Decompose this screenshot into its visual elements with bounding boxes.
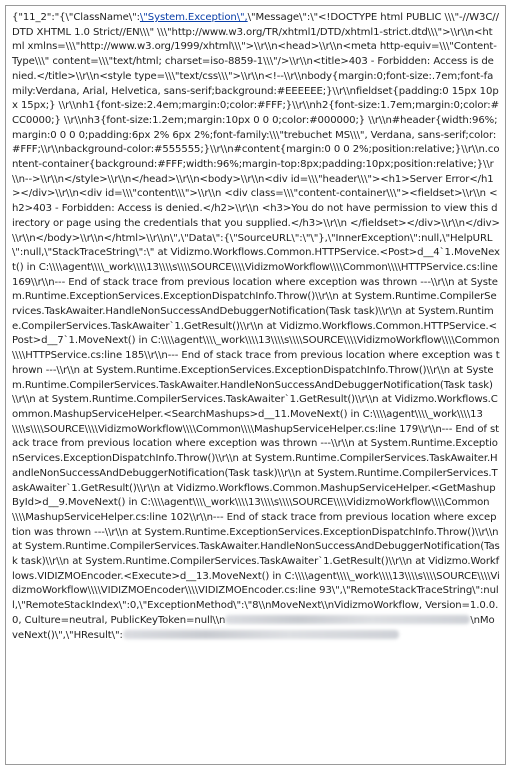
redacted-text-2 <box>123 630 399 639</box>
redacted-text-1 <box>225 615 470 624</box>
message-key-prefix: \"Message\": <box>247 12 311 23</box>
document-panel <box>5 5 506 765</box>
json-text <box>12 11 500 643</box>
json-prefix: {"11_2":"{\"ClassName\": <box>12 12 140 23</box>
json-suffix: \nMoveNext()\",\"HResult\": <box>12 614 495 641</box>
message-body: \"<!DOCTYPE html PUBLIC \\\"-//W3C//DTD XHTML 1.0 Strict//EN\\\" \\\"http://www.w3.org/TR/xhtml1/DTD/xhtml1-strict.dtd\\\">\\r\\n<html xmlns=\\\"http://www.w3.org/1999/xhtml\\\">\\r\\n<head>\\r\\n<meta http-equiv=\\\"Content-Type\\\" content=\\\"text/html; charset=iso-8859-1\\\"/>\\r\\n<title>403 - Forbidden: Access is denied.</title>\\r\\n<style type=\\\"text/css\\\">\\r\\n<!--\\r\\nbody{margin:0;font-size:.7em;font-family:Verdana, Arial, Helvetica, sans-serif;background:#EEEEEE;}\\r\\nfieldset{padding:0 15px 10px 15px;} \\r\\nh1{font-size:2.4em;margin:0;color:#FFF;}\\r\\nh2{font-size:1.7em;margin:0;color:#CC0000;} \\r\\nh3{font-size:1.2em;margin:10px 0 0 0;color:#000000;} \\r\\n#header{width:96%;margin:0 0 0 0;padding:6px 2% 6px 2%;font-family:\\\"trebuchet MS\\\", Verdana, sans-serif;color:#FFF;\\r\\nbackground-color:#555555;}\\r\\n#content{margin:0 0 0 2%;position:relative;}\\r\\n.content-container{background:#FFF;width:96%;margin-top:8px;padding:10px;position:relative;}\\r\\n-->\\r\\n</style>\\r\\n</head>\\r\\n<body>\\r\\n<div id=\\\"header\\\"><h1>Server Error</h1></div>\\r\\n<div id=\\\"content\\\">\\r\\n <div class=\\\"content-container\\\"><fieldset>\\r\\n <h2>403 - Forbidden: Access is denied.</h2>\\r\\n <h3>You do not have permission to view this directory or page using the credentials that you supplied.</h3>\\r\\n </fieldset></div>\\r\\n</div>\\r\\n</body>\\r\\n</html>\\r\\n\",\"Data\":{\"SourceURL\":\"\"},\"InnerException\":null,\"HelpURL\":null,\"StackTraceString\":\" at Vidizmo.Workflows.Common.HTTPService.<Post>d__4`1.MoveNext() in C:\\\\agent\\\\_work\\\\13\\\\s\\\\SOURCE\\\\VidizmoWorkflow\\\\Common\\\\HTTPService.cs:line 169\\r\\n--- End of stack trace from previous location where exception was thrown ---\\r\\n at System.Runtime.ExceptionServices.ExceptionDispatchInfo.Throw()\\r\\n at System.Runtime.CompilerServices.TaskAwaiter.HandleNonSuccessAndDebuggerNotification(Task task)\\r\\n at System.Runtime.CompilerServices.TaskAwaiter`1.GetResult()\\r\\n at Vidizmo.Workflows.Common.HTTPService.<Post>d__7`1.MoveNext() in C:\\\\agent\\\\_work\\\\13\\\\s\\\\SOURCE\\\\VidizmoWorkflow\\\\Common\\\\HTTPService.cs:line 185\\r\\n--- End of stack trace from previous location where exception was thrown ---\\r\\n at System.Runtime.ExceptionServices.ExceptionDispatchInfo.Throw()\\r\\n at System.Runtime.CompilerServices.TaskAwaiter.HandleNonSuccessAndDebuggerNotification(Task task)\\r\\n at System.Runtime.CompilerServices.TaskAwaiter`1.GetResult()\\r\\n at Vidizmo.Workflows.Common.MashupServiceHelper.<SearchMashups>d__11.MoveNext() in C:\\\\agent\\\\_work\\\\13\\\\s\\\\SOURCE\\\\VidizmoWorkflow\\\\Common\\\\MashupServiceHelper.cs:line 179\\r\\n--- End of stack trace from previous location where exception was thrown ---\\r\\n at System.Runtime.ExceptionServices.ExceptionDispatchInfo.Throw()\\r\\n at System.Runtime.CompilerServices.TaskAwaiter.HandleNonSuccessAndDebuggerNotification(Task task)\\r\\n at System.Runtime.CompilerServices.TaskAwaiter`1.GetResult()\\r\\n at Vidizmo.Workflows.Common.MashupServiceHelper.<GetMashupById>d__9.MoveNext() in C:\\\\agent\\\\_work\\\\13\\\\s\\\\SOURCE\\\\VidizmoWorkflow\\\\Common\\\\MashupServiceHelper.cs:line 102\\r\\n--- End of stack trace from previous location where exception was thrown ---\\r\\n at System.Runtime.ExceptionServices.ExceptionDispatchInfo.Throw()\\r\\n at System.Runtime.CompilerServices.TaskAwaiter.HandleNonSuccessAndDebuggerNotification(Task task)\\r\\n at System.Runtime.CompilerServices.TaskAwaiter`1.GetResult()\\r\\n at Vidizmo.Workflows.VIDIZMOEncoder.<Execute>d__13.MoveNext() in C:\\\\agent\\\\_work\\\\13\\\\s\\\\SOURCE\\\\VidizmoWorkflow\\\\VIDIZMOEncoder\\\\VIDIZMOEncoder.cs:line 93\",\"RemoteStackTraceString\":null,\"RemoteStackIndex\":0,\"ExceptionMethod\":\"8\\nMoveNext\\nVidizmoWorkflow, Version=1.0.0.0, Culture=neutral, PublicKeyToken=null\\n <box>12 12 500 626</box>
highlighted-classname-value: \"System.Exception\", <box>139 12 248 23</box>
